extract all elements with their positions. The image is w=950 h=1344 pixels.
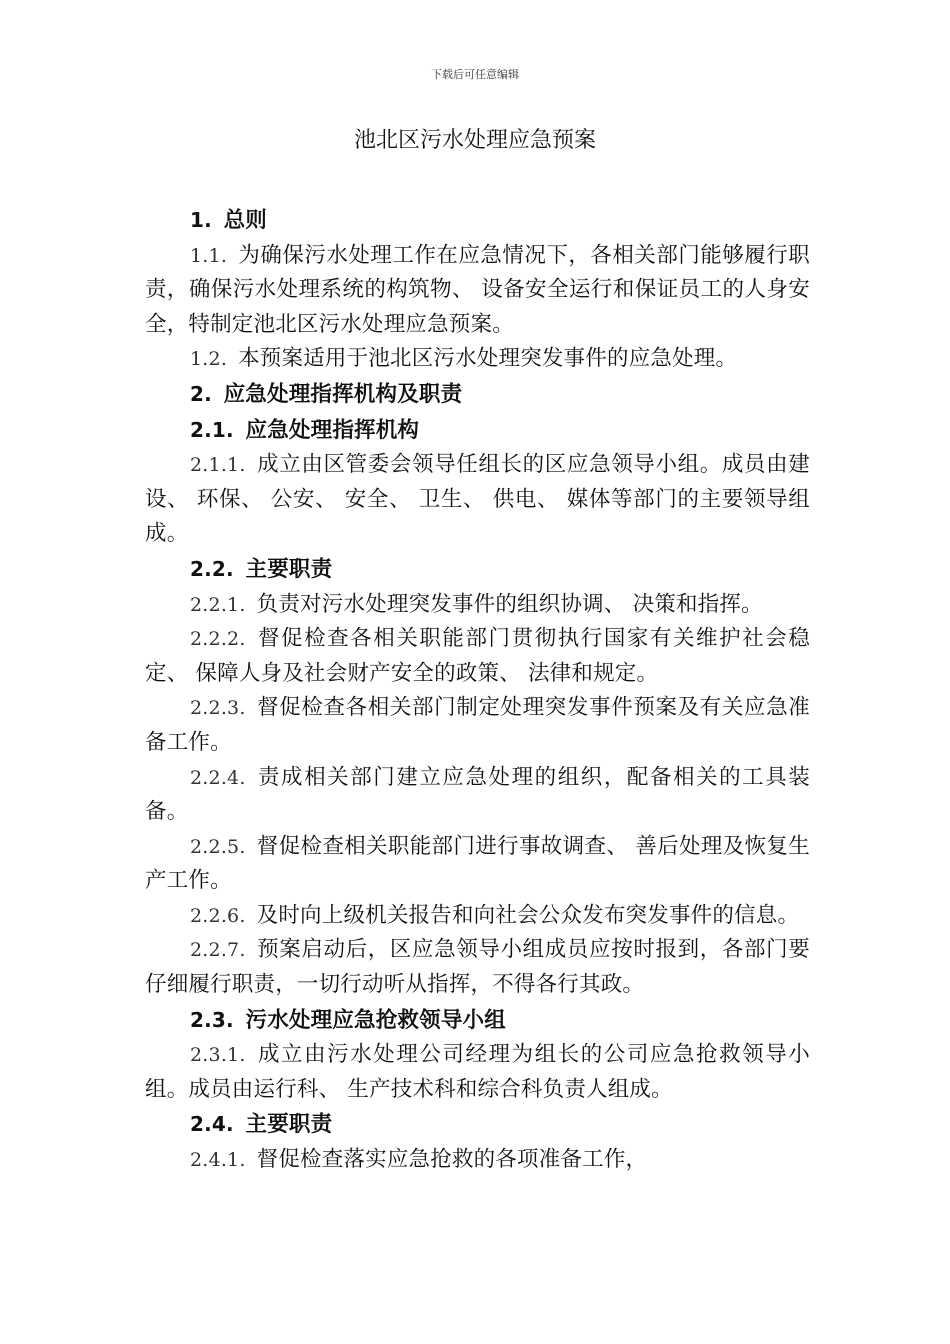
section-number: 2.4.1.: [190, 1149, 246, 1172]
paragraph: [145, 1038, 810, 1107]
section-number: 2.2.3.: [190, 697, 246, 720]
paragraph-text: 督促检查各相关部门制定处理突发事件预案及有关应急准备工作。: [145, 695, 810, 755]
paragraph-text: 成立由区管委会领导任组长的区应急领导小组。成员由建设、 环保、 公安、 安全、 卫生、 供电、 媒体等部门的主要领导组成。: [145, 452, 810, 547]
section-text: 污水处理应急抢救领导小组: [245, 1007, 506, 1033]
section-heading: [145, 413, 810, 449]
header-note: 下载后可任意编辑: [431, 68, 519, 81]
paragraph-text: 本预案适用于池北区污水处理突发事件的应急处理。: [238, 346, 738, 372]
paragraph-text: 督促检查相关职能部门进行事故调查、 善后处理及恢复生产工作。: [145, 833, 810, 894]
section-number: 2.1.: [190, 417, 234, 442]
section-number: 2.2.2.: [190, 628, 246, 651]
paragraph-text: 为确保污水处理工作在应急情况下，各相关部门能够履行职责，确保污水处理系统的构筑物、 设备安全运行和保证员工的人身安全，特制定池北区污水处理应急预案。: [145, 242, 811, 337]
paragraph: [145, 830, 810, 899]
section-text: 主要职责: [245, 556, 333, 582]
section-number: 2.2.: [190, 556, 234, 581]
paragraph: [145, 899, 810, 934]
paragraph: [145, 448, 810, 552]
section-heading: [145, 552, 810, 588]
paragraph: [145, 933, 810, 1002]
paragraph-text: 及时向上级机关报告和向社会公众发布突发事件的信息。: [256, 902, 800, 928]
paragraph: [145, 761, 810, 830]
section-number: 2.2.1.: [190, 593, 246, 616]
section-heading: [145, 377, 810, 413]
section-number: 2.4.: [190, 1112, 234, 1137]
section-text: 主要职责: [245, 1112, 333, 1138]
paragraph-text: 负责对污水处理突发事件的组织协调、 决策和指挥。: [256, 591, 763, 617]
section-number: 2.2.7.: [190, 939, 246, 962]
section-heading: [145, 203, 810, 239]
section-number: 2.2.4.: [190, 766, 246, 789]
section-text: 应急处理指挥机构: [245, 417, 420, 443]
paragraph-text: 督促检查各相关职能部门贯彻执行国家有关维护社会稳定、 保障人身及社会财产安全的政策、 法律和规定。: [145, 626, 810, 686]
section-text: 总则: [223, 208, 268, 233]
section-text: 应急处理指挥机构及职责: [223, 381, 463, 407]
section-number: 2.2.6.: [190, 904, 246, 927]
paragraph: [145, 622, 810, 691]
section-number: 2.3.: [190, 1007, 234, 1032]
document-body: [145, 203, 810, 1178]
section-heading: [145, 1003, 810, 1039]
section-number: 2.: [190, 381, 212, 406]
section-number: 2.1.1.: [190, 454, 246, 477]
paragraph: [145, 1143, 810, 1178]
section-number: 2.3.1.: [190, 1044, 246, 1067]
paragraph-text: 责成相关部门建立应急处理的组织，配备相关的工具装备。: [145, 764, 810, 825]
section-number: 1.: [190, 208, 212, 232]
paragraph-text: 督促检查落实应急抢救的各项准备工作，: [256, 1147, 648, 1173]
paragraph: [145, 342, 810, 377]
paragraph: [145, 588, 810, 623]
section-number: 2.2.5.: [190, 835, 246, 858]
paragraph: [145, 691, 810, 760]
document-title: 池北区污水处理应急预案: [353, 128, 596, 153]
paragraph: [145, 239, 810, 343]
section-heading: [145, 1107, 810, 1143]
section-number: 1.2.: [190, 348, 228, 371]
paragraph-text: 成立由污水处理公司经理为组长的公司应急抢救领导小组。成员由运行科、 生产技术科和综合科负责人组成。: [145, 1042, 810, 1102]
paragraph-text: 预案启动后，区应急领导小组成员应按时报到，各部门要仔细履行职责，一切行动听从指挥，不得各行其政。: [145, 937, 810, 998]
section-number: 1.1.: [190, 244, 228, 267]
